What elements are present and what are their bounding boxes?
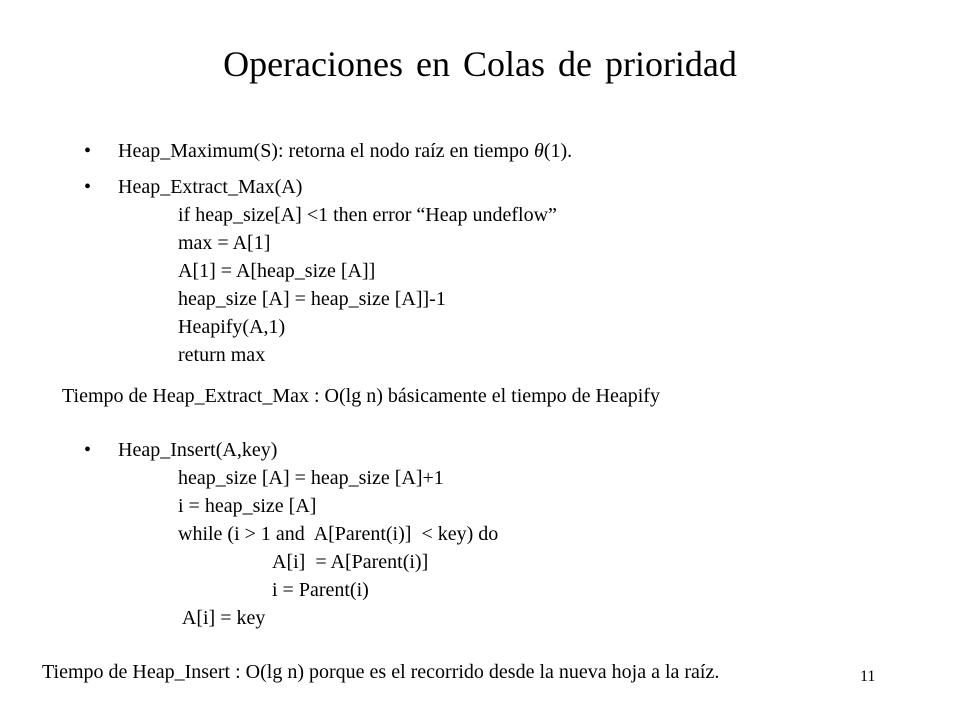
page-number: 11 — [860, 668, 876, 685]
code-line: return max — [178, 344, 266, 366]
code-line: if heap_size[A] <1 then error “Heap undeflow” — [178, 204, 557, 226]
code-line: A[1] = A[heap_size [A]] — [178, 260, 376, 282]
code-line: heap_size [A] = heap_size [A]]-1 — [178, 288, 446, 310]
heap-insert-heading: Heap_Insert(A,key) — [118, 439, 278, 461]
insert-time-note: Tiempo de Heap_Insert : O(lg n) porque es el recorrido desde la nueva hoja a la raíz. — [42, 661, 720, 683]
code-line: while (i > 1 and A[Parent(i)] < key) do — [178, 523, 499, 545]
bullet-marker: • — [84, 176, 92, 198]
code-line: heap_size [A] = heap_size [A]+1 — [178, 467, 444, 489]
code-line: i = heap_size [A] — [178, 495, 317, 517]
code-line: A[i] = A[Parent(i)] — [272, 551, 429, 573]
heap-maximum-complexity: (1). — [543, 140, 573, 162]
code-line: Heapify(A,1) — [178, 316, 286, 338]
heap-maximum-text: Heap_Maximum(S): retorna el nodo raíz en tiempo — [118, 140, 534, 162]
bullet-marker: • — [84, 439, 92, 461]
code-line: A[i] = key — [178, 607, 266, 629]
heap-extract-max-heading: Heap_Extract_Max(A) — [118, 176, 303, 198]
extract-max-time-note: Tiempo de Heap_Extract_Max : O(lg n) básicamente el tiempo de Heapify — [62, 385, 660, 407]
bullet-marker: • — [84, 140, 92, 162]
code-line: max = A[1] — [178, 232, 271, 254]
theta-symbol: θ — [534, 140, 544, 162]
bullet-heap-maximum — [118, 137, 572, 165]
code-line: i = Parent(i) — [272, 579, 369, 601]
slide-title: Operaciones en Colas de prioridad — [223, 44, 737, 84]
